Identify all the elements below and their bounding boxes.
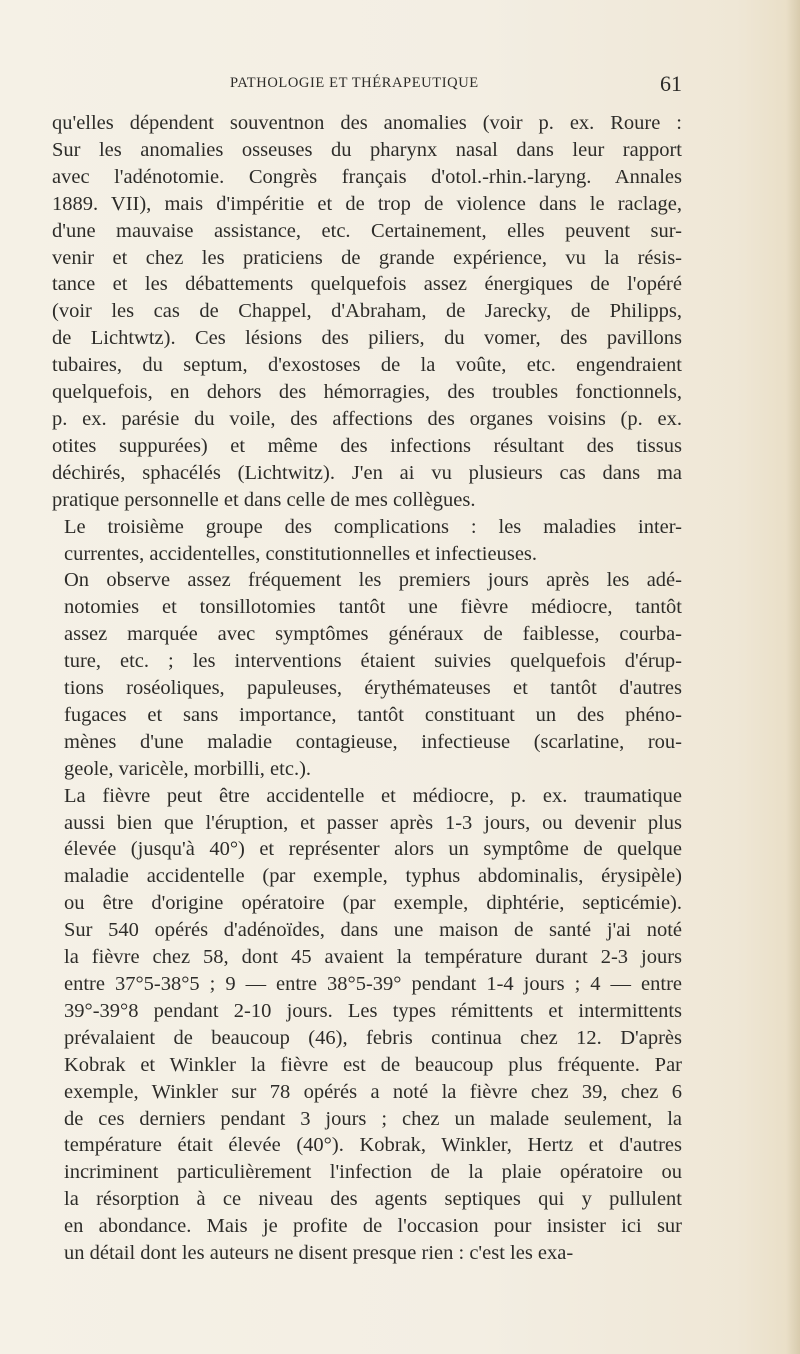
text-line: de ces derniers pendant 3 jours ; chez un malade seulement, la: [64, 1107, 682, 1130]
page-header: [230, 71, 682, 101]
text-line: exemple, Winkler sur 78 opérés a noté la fièvre chez 39, chez 6: [64, 1080, 682, 1103]
text-line: mènes d'une maladie contagieuse, infectieuse (scarlatine, rou-: [64, 730, 682, 753]
text-line: la fièvre chez 58, dont 45 avaient la température durant 2-3 jours: [64, 946, 682, 969]
text-line: Le troisième groupe des complications : les maladies inter-: [64, 515, 682, 538]
text-line: de Lichtwtz). Ces lésions des piliers, du vomer, des pavillons: [52, 327, 682, 350]
text-line: qu'elles dépendent souventnon des anomalies (voir p. ex. Roure :: [52, 112, 682, 134]
text-line: venir et chez les praticiens de grande expérience, vu la résis-: [52, 246, 682, 269]
text-line: Sur 540 opérés d'adénoïdes, dans une maison de santé j'ai noté: [64, 919, 682, 942]
text-line: ou être d'origine opératoire (par exemple, diphtérie, septicémie).: [64, 892, 682, 915]
text-line: 39°-39°8 pendant 2-10 jours. Les types rémittents et intermittents: [64, 999, 682, 1022]
text-line: 1889. VII), mais d'impéritie et de trop de violence dans le raclage,: [52, 192, 682, 215]
text-line: otites suppurées) et même des infections résultant des tissus: [52, 434, 682, 457]
text-line: avec l'adénotomie. Congrès français d'otol.-rhin.-laryng. Annales: [52, 165, 682, 188]
text-line: assez marquée avec symptômes généraux de faiblesse, courba-: [64, 623, 682, 646]
text-line: entre 37°5-38°5 ; 9 — entre 38°5-39° pendant 1-4 jours ; 4 — entre: [64, 973, 682, 995]
text-line: geole, varicèle, morbilli, etc.).: [64, 757, 312, 780]
text-line: tance et les débattements quelquefois assez énergiques de l'opéré: [52, 273, 682, 296]
text-line: température était élevée (40°). Kobrak, Winkler, Hertz et d'autres: [64, 1134, 682, 1157]
paragraph-1: [52, 110, 682, 514]
text-line: la résorption à ce niveau des agents septiques qui y pullulent: [64, 1188, 682, 1211]
text-line: incriminent particulièrement l'infection de la plaie opératoire ou: [64, 1161, 682, 1184]
text-line: Kobrak et Winkler la fièvre est de beaucoup plus fréquente. Par: [64, 1053, 682, 1076]
text-line: maladie accidentelle (par exemple, typhus abdominalis, érysipèle): [64, 865, 682, 888]
text-line: fugaces et sans importance, tantôt constituant un des phéno-: [64, 703, 682, 726]
text-line: p. ex. parésie du voile, des affections des organes voisins (p. ex.: [52, 407, 682, 430]
text-line: quelquefois, en dehors des hémorragies, des troubles fonctionnels,: [52, 381, 682, 404]
text-line: pratique personnelle et dans celle de mes collègues.: [52, 488, 476, 511]
text-line: d'une mauvaise assistance, etc. Certainement, elles peuvent sur-: [52, 219, 682, 242]
text-line: un détail dont les auteurs ne disent presque rien : c'est les exa-: [64, 1242, 574, 1265]
body-text: [52, 110, 682, 1267]
paragraph-3: [52, 567, 682, 782]
text-line: en abondance. Mais je profite de l'occasion pour insister ici sur: [64, 1215, 682, 1238]
text-line: currentes, accidentelles, constitutionnelles et infectieuses.: [64, 542, 538, 565]
text-line: On observe assez fréquement les premiers jours après les adé-: [64, 569, 682, 592]
page-edge-shadow: [786, 0, 800, 1354]
text-line: (voir les cas de Chappel, d'Abraham, de Jarecky, de Philipps,: [52, 300, 682, 323]
text-line: élevée (jusqu'à 40°) et représenter alors un symptôme de quelque: [64, 838, 682, 861]
text-line: ture, etc. ; les interventions étaient suivies quelquefois d'érup-: [64, 650, 682, 673]
text-line: tions roséoliques, papuleuses, érythémateuses et tantôt d'autres: [64, 677, 682, 700]
paragraph-4: [52, 783, 682, 1267]
text-line: aussi bien que l'éruption, et passer après 1-3 jours, ou devenir plus: [64, 811, 682, 834]
text-line: prévalaient de beaucoup (46), febris continua chez 12. D'après: [64, 1026, 682, 1049]
text-line: notomies et tonsillotomies tantôt une fièvre médiocre, tantôt: [64, 596, 682, 619]
text-line: déchirés, sphacélés (Lichtwitz). J'en ai vu plusieurs cas dans ma: [52, 461, 682, 484]
paragraph-2: [52, 514, 682, 568]
text-line: tubaires, du septum, d'exostoses de la voûte, etc. engendraient: [52, 354, 682, 377]
text-line: Sur les anomalies osseuses du pharynx nasal dans leur rapport: [52, 138, 682, 161]
text-line: La fièvre peut être accidentelle et médiocre, p. ex. traumatique: [64, 784, 682, 807]
running-title: PATHOLOGIE ET THÉRAPEUTIQUE: [230, 75, 479, 91]
page-number: 61: [660, 71, 682, 96]
